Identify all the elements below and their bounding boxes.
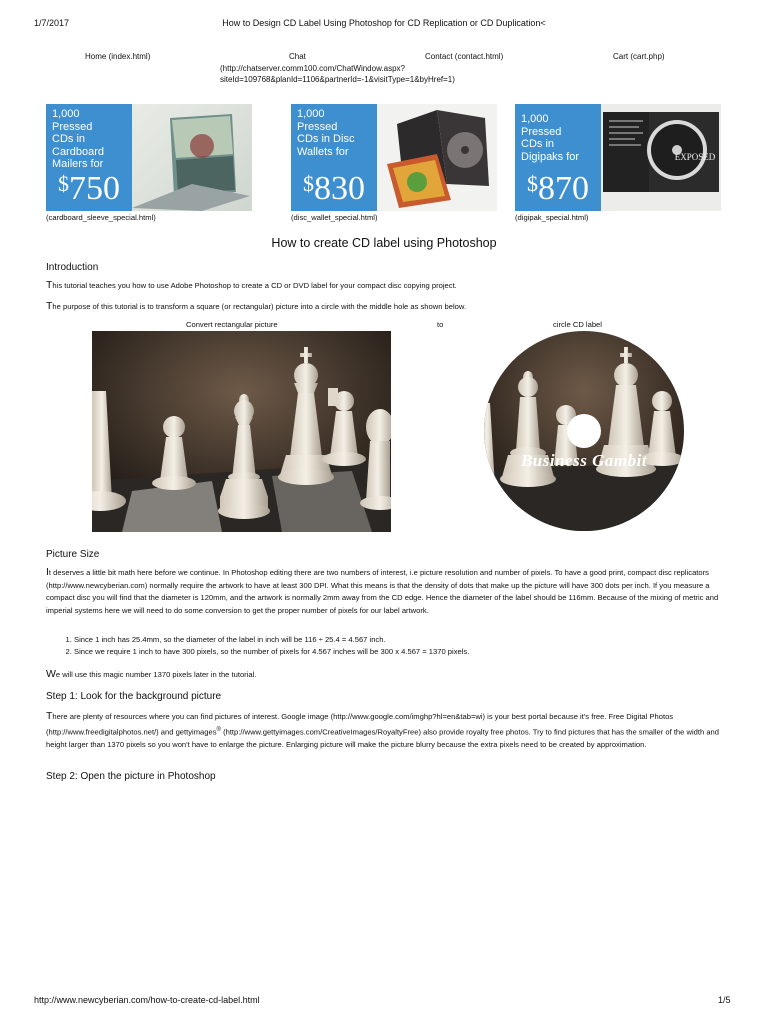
banner-text: 1,000 Pressed CDs in Disc Wallets for xyxy=(297,108,355,158)
nav-cart-link[interactable]: Cart (cart.php) xyxy=(613,52,665,61)
banner-price: $830 xyxy=(303,170,365,207)
picture-size-paragraph: It deserves a little bit math here before we continue. In Photoshop editing there are two numbers of interest, i.e picture resolution and number of pixels. To have a good print, compact disc replicators (http://www.newcyberian.com) normally require the artwork to have at least 300 DPI. What this means is that the density of dots that make up the picture will have 300 dots per inch. If you measure a compact disc you will find that the diameter is 120mm, and the artwork is normally 2mm away from the CD edge. Hence the diameter of the label should be 116mm. Because of the mixing of metric and imperial systems here we will need to do some conversion to get the proper number of pixels for our label artwork. xyxy=(46,566,719,615)
figure-caption-right: circle CD label xyxy=(553,320,602,329)
digipak-cover-text: EXPOSED xyxy=(674,152,716,162)
banner-link-digipak[interactable]: (digipak_special.html) xyxy=(515,213,589,222)
banner-digipaks[interactable] xyxy=(515,104,721,211)
nav-contact-link[interactable]: Contact (contact.html) xyxy=(425,52,504,61)
list-item: 1. Since 1 inch has 25.4mm, so the diameter of the label in inch will be 116 ÷ 25.4 = 4.567 inch. xyxy=(74,634,754,646)
calculation-list xyxy=(46,634,754,658)
banner-link-disc-wallet[interactable]: (disc_wallet_special.html) xyxy=(291,213,378,222)
list-item: 2. Since we require 1 inch to have 300 pixels, so the number of pixels for 4.567 inches will be 300 x 4.567 = 1370 pixels. xyxy=(74,646,754,658)
step1-paragraph: There are plenty of resources where you can find pictures of interest. Google image (http://www.google.com/imghp?hl=en&tab=wi) is your best portal because it's free. Free Digital Photos (http://www.freedigitalphotos.net/) and gettyimages® (http://www.gettyimages.com/CreativeImages/RoyaltyFree) also provide royalty free photos. Try to find pictures that has the smaller of the width and height larger than 1370 pixels so you won't have to enlarge the picture. Enlarging picture will make the picture blurry because the extra pixels need to be created by approximation. xyxy=(46,710,719,749)
banner-link-cardboard[interactable]: (cardboard_sleeve_special.html) xyxy=(46,213,156,222)
disc-wallet-image xyxy=(377,104,497,211)
print-date: 1/7/2017 xyxy=(34,18,70,28)
footer-page-number: 1/5 xyxy=(718,995,731,1005)
figure-caption-to: to xyxy=(437,320,444,329)
nav-chat-url-line2: siteId=109768&planId=1106&partnerId=-1&visitType=1&byHref=1) xyxy=(220,75,455,84)
banner-text: 1,000 Pressed CDs in Cardboard Mailers for xyxy=(52,108,104,170)
nav-chat-label: Chat xyxy=(289,52,306,61)
cd-label-title: Business Gambit xyxy=(520,451,648,470)
page-header-title: How to Design CD Label Using Photoshop for CD Replication or CD Duplication< xyxy=(222,18,546,28)
picture-size-heading: Picture Size xyxy=(46,549,100,560)
chess-rectangular-picture xyxy=(92,331,391,532)
banner-price: $870 xyxy=(527,170,589,207)
magic-number-paragraph: We will use this magic number 1370 pixels later in the tutorial. xyxy=(46,668,257,680)
step1-heading: Step 1: Look for the background picture xyxy=(46,691,222,702)
intro-heading: Introduction xyxy=(46,262,99,273)
figure-caption-left: Convert rectangular picture xyxy=(186,320,278,329)
article-title: How to create CD label using Photoshop xyxy=(271,236,497,250)
nav-home-link[interactable]: Home (index.html) xyxy=(85,52,151,61)
banner-cardboard-mailers[interactable] xyxy=(46,104,252,211)
intro-paragraph-2: The purpose of this tutorial is to transform a square (or rectangular) picture into a circle with the middle hole as shown below. xyxy=(46,300,467,312)
step2-heading: Step 2: Open the picture in Photoshop xyxy=(46,771,216,782)
banner-price: $750 xyxy=(58,170,120,207)
footer-url: http://www.newcyberian.com/how-to-create-cd-label.html xyxy=(34,995,260,1005)
intro-paragraph-1: This tutorial teaches you how to use Adobe Photoshop to create a CD or DVD label for your compact disc copying project. xyxy=(46,279,457,291)
banner-disc-wallets[interactable] xyxy=(291,104,497,211)
banner-text: 1,000 Pressed CDs in Digipaks for xyxy=(521,113,580,163)
cardboard-mailer-image xyxy=(132,104,252,211)
nav-chat-url-line1: (http://chatserver.comm100.com/ChatWindow.aspx? xyxy=(220,63,405,73)
cd-label-circle-picture xyxy=(478,331,690,532)
